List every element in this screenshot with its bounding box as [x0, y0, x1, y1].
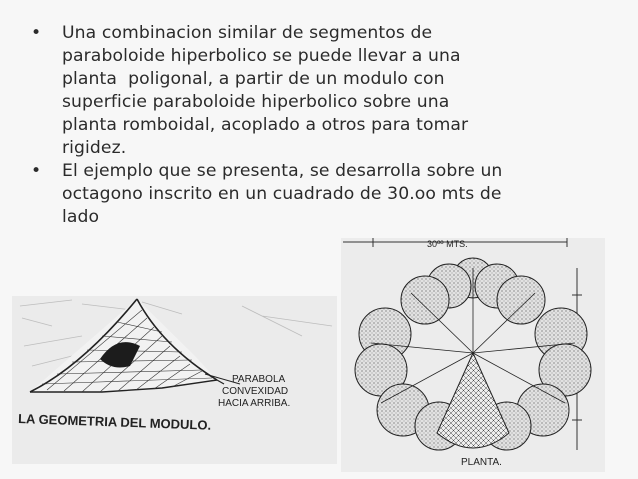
bullet-marker: • — [31, 23, 42, 43]
bullet-item-2 — [31, 160, 631, 229]
bullet-line: octagono inscrito en un cuadrado de 30.oo mts de — [62, 184, 502, 204]
bullet-line: El ejemplo que se presenta, se desarrolla sobre un — [62, 161, 503, 181]
label-hacia-arriba: HACIA ARRIBA. — [218, 398, 291, 409]
bullet-line: lado — [62, 207, 100, 227]
plan-caption: PLANTA. — [461, 457, 502, 468]
dimension-top-label: 30ºº MTS. — [427, 239, 468, 249]
bullet-marker: • — [31, 161, 42, 181]
bullet-item-1 — [31, 22, 631, 160]
bullet-line: planta poligonal, a partir de un modulo con — [62, 69, 445, 89]
bullet-list — [31, 22, 631, 229]
module-geometry-figure — [12, 296, 337, 464]
bullet-line: rigidez. — [62, 138, 127, 158]
octagon-plan-figure — [341, 238, 605, 472]
bullet-line: Una combinacion similar de segmentos de — [62, 23, 433, 43]
bullet-line: planta romboidal, acoplado a otros para tomar — [62, 115, 469, 135]
bullet-line: superficie paraboloide hiperbolico sobre una — [62, 92, 450, 112]
bullet-line: paraboloide hiperbolico se puede llevar a una — [62, 46, 461, 66]
figure-caption: LA GEOMETRIA DEL MODULO. — [17, 411, 212, 433]
label-convexidad: CONVEXIDAD — [222, 386, 289, 397]
label-parabola: PARABOLA — [232, 374, 286, 385]
